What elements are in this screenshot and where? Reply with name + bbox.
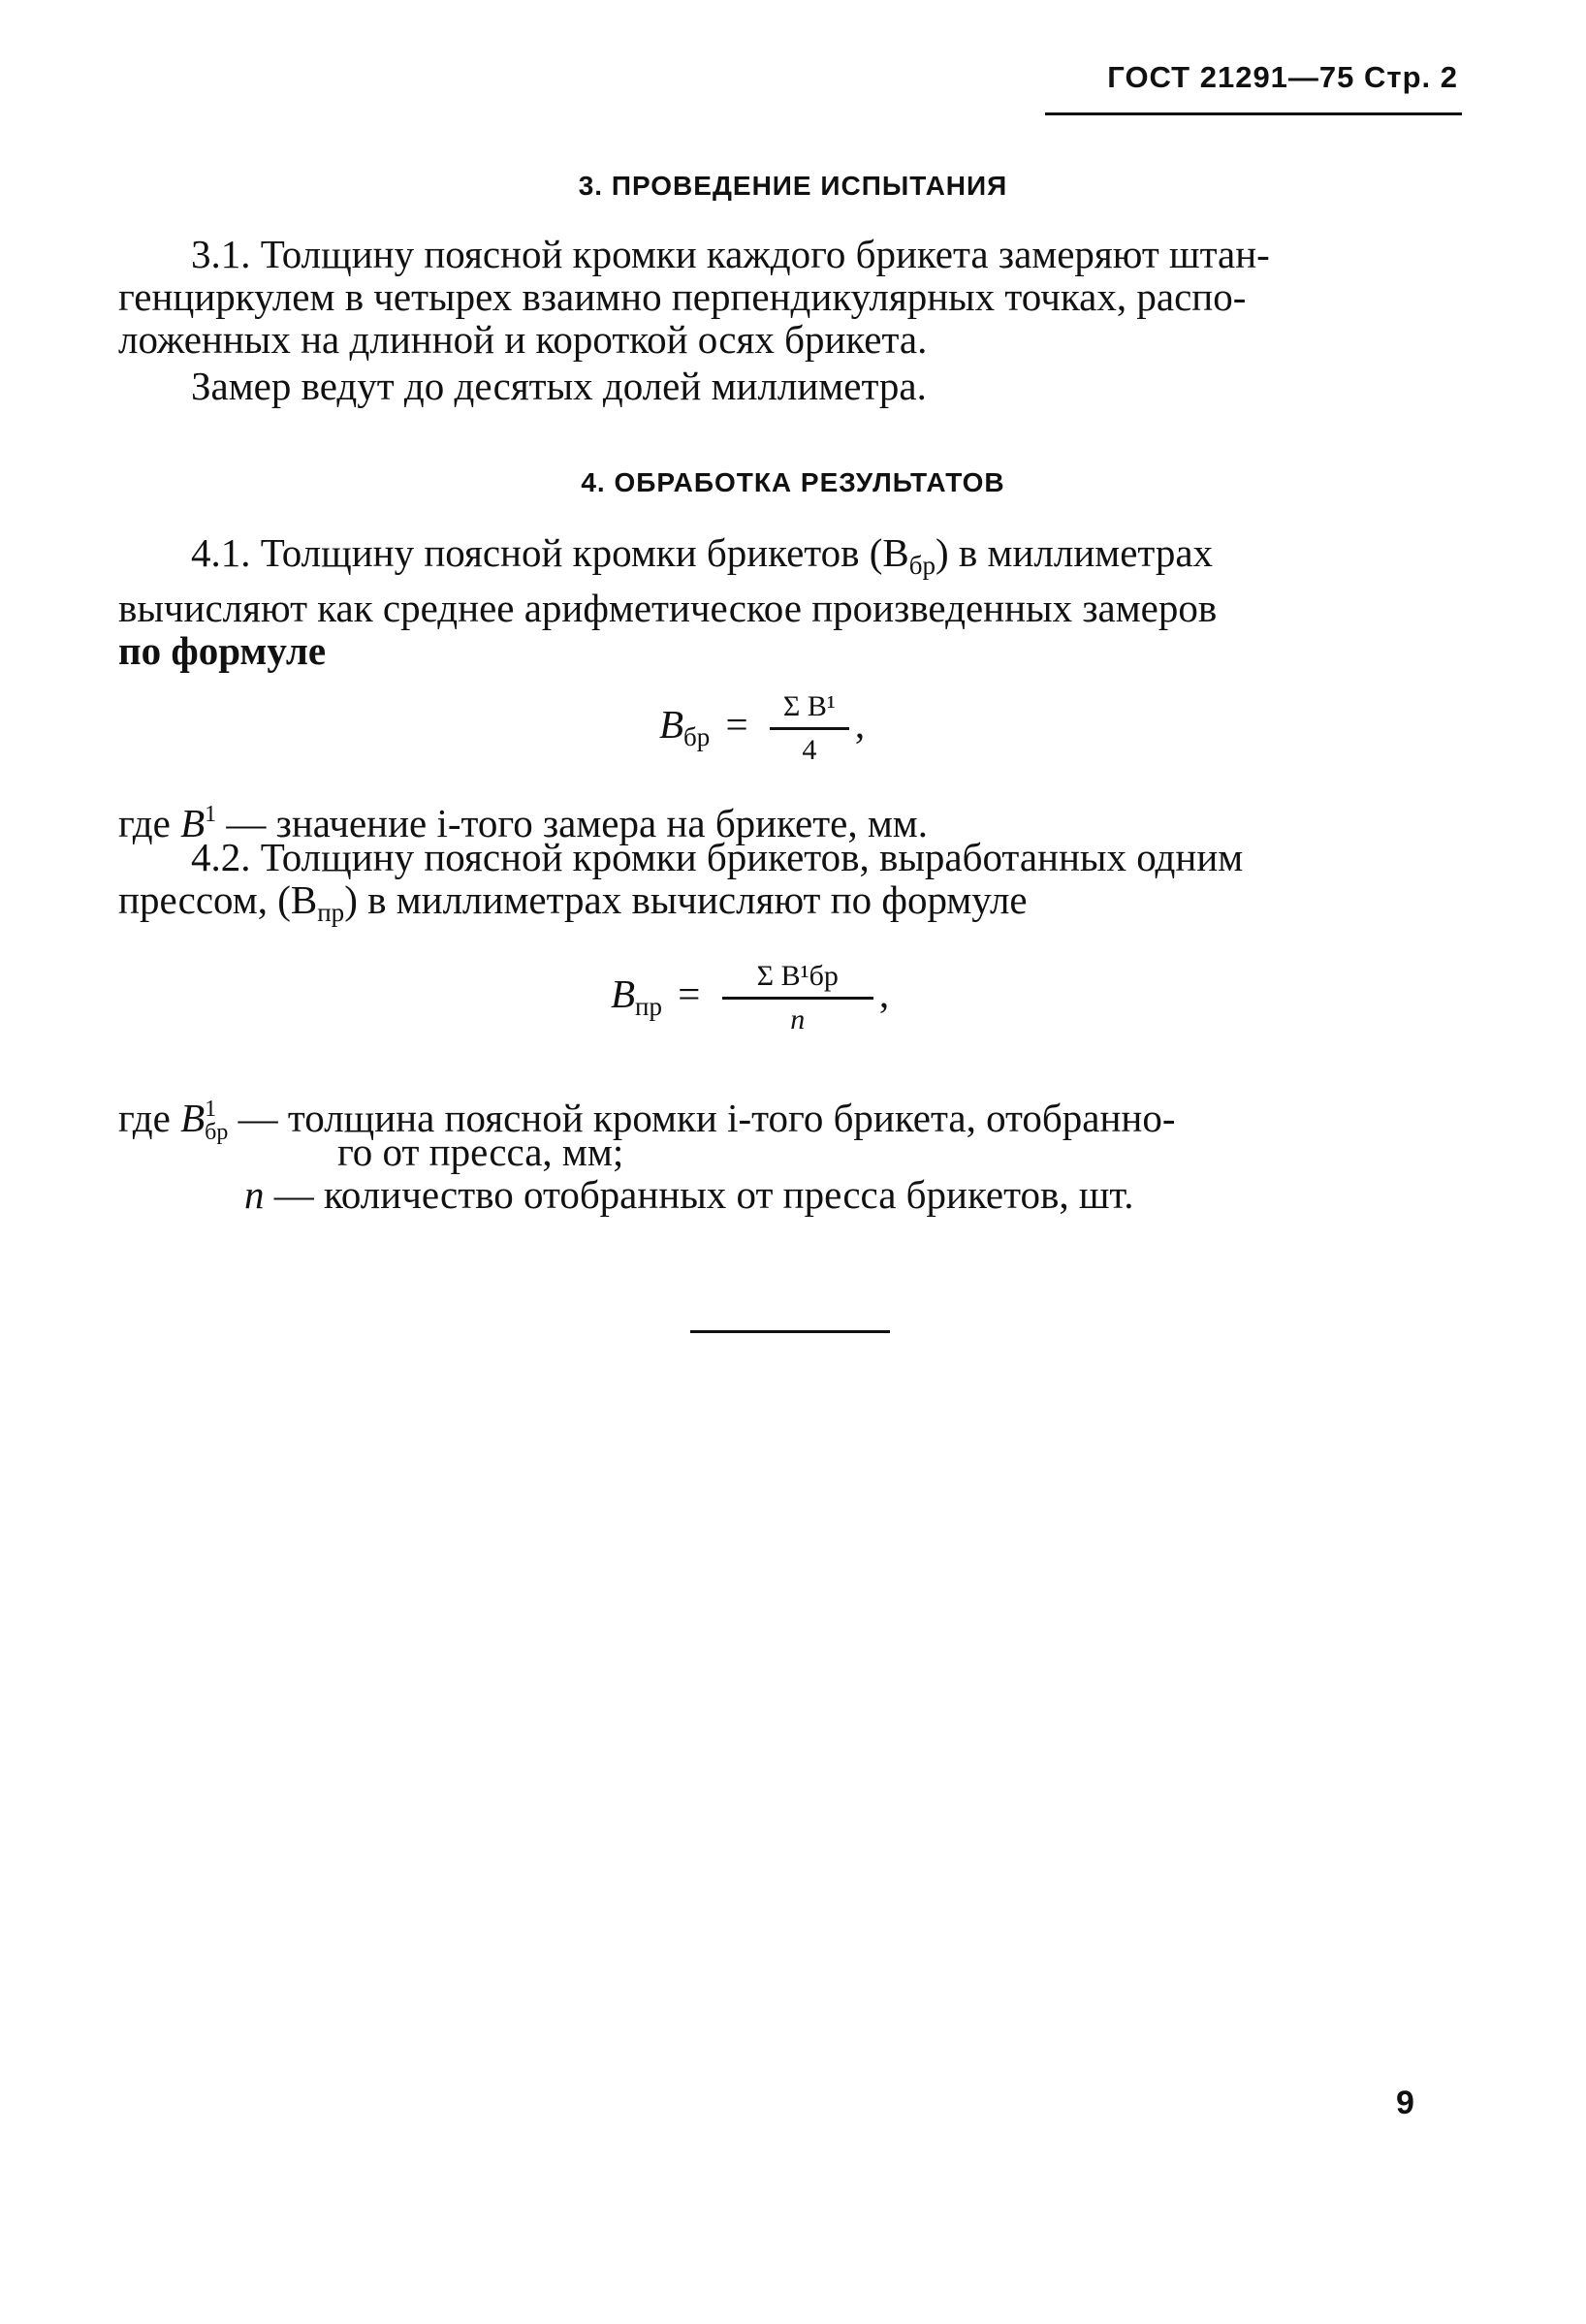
definition-b-br — [118, 1088, 1176, 1154]
formula-lhs-subscript: бр — [683, 721, 711, 751]
definition-text: — толщина поясной кромки i-того брикета, отобранно- — [228, 1096, 1176, 1140]
text-run: прессом, (B — [118, 877, 318, 922]
formula-punctuation: , — [854, 701, 866, 747]
paragraph-line: Замер ведут до десятых долей миллиметра. — [191, 364, 927, 408]
section-3-heading: 3. ПРОВЕДЕНИЕ ИСПЫТАНИЯ — [578, 171, 1008, 201]
paragraph-line: генциркулем в четырех взаимно перпендикулярных точках, распо- — [118, 274, 1247, 319]
formula-equals: = — [678, 971, 701, 1016]
text-run: ) в миллиметрах — [936, 530, 1214, 575]
definition-continuation: го от пресса, мм; — [337, 1130, 624, 1174]
paragraph-line: ложенных на длинной и короткой осях брикета. — [118, 317, 928, 362]
definition-prefix: где — [118, 801, 181, 845]
symbol-base: B — [180, 1096, 206, 1140]
paragraph-3-1 — [118, 233, 1464, 361]
formula-b-br — [659, 690, 865, 767]
paragraph-line — [118, 878, 1464, 934]
formula-equals: = — [725, 701, 748, 747]
formula-numerator: Σ B¹бр — [722, 960, 873, 1000]
formula-punctuation: , — [878, 971, 890, 1016]
definition-symbol — [180, 1096, 229, 1145]
formula-lhs-subscript: пр — [635, 991, 662, 1021]
definition-text: — значение i-того замера на брикете, мм. — [216, 801, 928, 845]
paragraph-4-2 — [118, 836, 1464, 934]
formula-b-pr — [611, 960, 889, 1036]
symbol-superscript: 1 — [205, 802, 217, 827]
formula-numerator: Σ B¹ — [770, 690, 849, 730]
paragraph-line: 3.1. Толщину поясной кромки каждого брикета замеряют штан- — [191, 232, 1270, 276]
definition-text: — количество отобранных от пресса брикетов, шт. — [264, 1172, 1134, 1217]
definition-prefix: где — [118, 1096, 181, 1140]
formula-denominator: 4 — [802, 734, 817, 766]
definition-n — [244, 1173, 1133, 1216]
paragraph-line: вычисляют как среднее арифметическое произведенных замеров — [118, 586, 1218, 630]
paragraph-3-1-note — [118, 365, 1464, 407]
page-number: 9 — [1396, 2085, 1414, 2121]
symbol-base: B — [180, 801, 206, 845]
formula-fraction — [770, 690, 849, 767]
formula-denominator: n — [790, 1003, 806, 1035]
formula-lhs: B — [611, 971, 636, 1016]
text-run: ) в миллиметрах вычисляют по формуле — [344, 877, 1028, 922]
symbol-subscript: бр — [205, 1120, 229, 1145]
paragraph-line: 4.2. Толщину поясной кромки брикетов, выработанных одним — [191, 835, 1244, 879]
subscript: бр — [908, 551, 936, 580]
paragraph-line — [118, 531, 1464, 587]
text-run: 4.1. Толщину поясной кромки брикетов (B — [191, 530, 909, 575]
definition-symbol: n — [244, 1172, 265, 1217]
paragraph-4-1 — [118, 531, 1464, 672]
end-rule — [690, 1330, 890, 1333]
formula-fraction — [722, 960, 873, 1036]
formula-lhs: B — [659, 701, 684, 747]
paragraph-line: по формуле — [118, 628, 327, 673]
section-4-heading: 4. ОБРАБОТКА РЕЗУЛЬТАТОВ — [581, 467, 1005, 497]
subscript: пр — [317, 898, 345, 927]
symbol-superscript: 1 — [205, 1097, 217, 1122]
header-rule — [1045, 112, 1462, 115]
running-header: ГОСТ 21291—75 Стр. 2 — [1107, 60, 1458, 94]
